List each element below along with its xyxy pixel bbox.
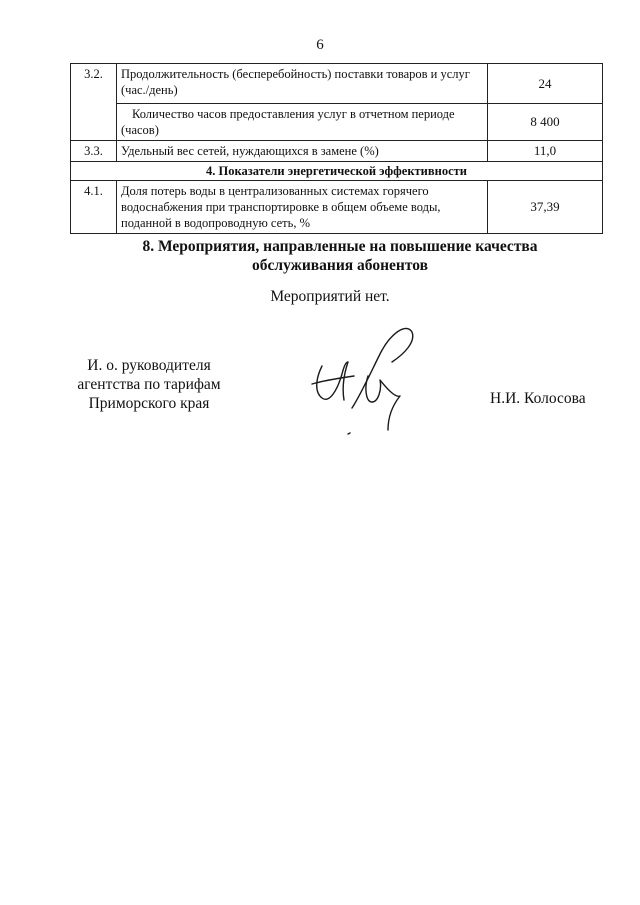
row-value: 37,39 [488, 181, 603, 234]
row-value: 8 400 [488, 104, 603, 141]
section-text: Мероприятий нет. [270, 288, 390, 305]
signatory-title-line: агентства по тарифам [77, 376, 221, 393]
signatory-title-line: И. о. руководителя [87, 357, 211, 374]
indicators-table [70, 63, 603, 234]
table-row [71, 64, 603, 104]
section-heading [0, 237, 640, 275]
signatory-name: Н.И. Колосова [490, 390, 586, 407]
heading-line: обслуживания абонентов [252, 257, 428, 274]
table-row [71, 141, 603, 162]
table-row [71, 104, 603, 141]
row-number: 4.1. [71, 181, 117, 234]
handwritten-signature [308, 318, 428, 436]
signatory-title-line: Приморского края [88, 395, 210, 412]
signatory-title [65, 356, 233, 413]
row-number: 3.2. [71, 64, 117, 141]
row-description: Доля потерь воды в централизованных системах горячего водоснабжения при транспортировке в общем объеме воды, поданной в водопроводную сеть, % [117, 181, 488, 234]
row-number: 3.3. [71, 141, 117, 162]
row-description: Удельный вес сетей, нуждающихся в замене (%) [117, 141, 488, 162]
table-row [71, 181, 603, 234]
page-number: 6 [316, 37, 324, 53]
table-section-row [71, 162, 603, 181]
row-value: 24 [488, 64, 603, 104]
heading-line: 8. Мероприятия, направленные на повышение качества [142, 238, 538, 255]
row-description: Количество часов предоставления услуг в отчетном периоде (часов) [117, 104, 488, 141]
section-title: 4. Показатели энергетической эффективности [71, 162, 603, 181]
row-description: Продолжительность (бесперебойность) поставки товаров и услуг (час./день) [117, 64, 488, 104]
row-value: 11,0 [488, 141, 603, 162]
